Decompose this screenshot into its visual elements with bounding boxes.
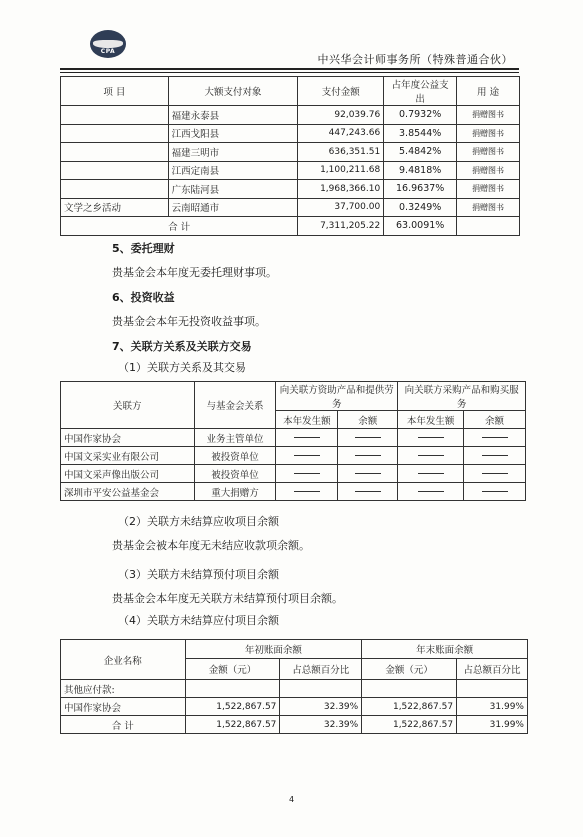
use-cell: 捐赠图书 [457, 161, 520, 180]
total-amount: 7,311,205.22 [298, 217, 384, 236]
total-open-pct: 32.39% [280, 716, 362, 734]
payables-table [60, 639, 528, 734]
dash-cell [464, 429, 526, 447]
table-row [61, 143, 520, 162]
dash-cell [464, 483, 526, 501]
category-row [61, 680, 528, 698]
recipient-cell: 江西戈阳县 [168, 124, 298, 143]
party-cell: 深圳市平安公益基金会 [61, 483, 195, 501]
section-7-heading: 7、关联方关系及关联方交易 [112, 340, 252, 353]
dash-cell [398, 447, 464, 465]
recipient-cell: 江西定南县 [168, 161, 298, 180]
table-header-row [61, 640, 528, 659]
table-row [61, 106, 520, 125]
party-cell: 中国作家协会 [61, 429, 195, 447]
company-cell: 中国作家协会 [61, 698, 186, 716]
project-cell [61, 106, 169, 125]
header-rule-thin [60, 72, 519, 73]
section-7-sub1: （1）关联方关系及其交易 [118, 361, 246, 374]
pct-cell: 16.9637% [384, 180, 457, 199]
project-cell: 文学之乡活动 [61, 198, 169, 217]
dash-cell [338, 465, 398, 483]
col-header-current-1: 本年发生额 [276, 411, 338, 429]
page-number: 4 [288, 795, 295, 804]
sub2-text: 贵基金会被本年度无未结应收款项余额。 [112, 539, 310, 552]
related-party-table [60, 381, 526, 501]
recipient-cell: 福建永泰县 [168, 106, 298, 125]
section-6-heading: 6、投资收益 [112, 291, 175, 304]
col-header-open-pct: 占总额百分比 [280, 659, 362, 680]
dash-cell [464, 465, 526, 483]
sub2-heading: （2）关联方未结算应收项目余额 [118, 515, 279, 528]
use-cell: 捐赠图书 [457, 198, 520, 217]
col-header-group1: 向关联方资助产品和提供劳务 [276, 382, 398, 411]
dash-cell [338, 483, 398, 501]
relation-cell: 被投资单位 [194, 465, 276, 483]
dash-cell [338, 429, 398, 447]
pct-cell: 5.4842% [384, 143, 457, 162]
col-header-opening: 年初账面余额 [185, 640, 362, 659]
dash-cell [276, 429, 338, 447]
logo-text: CPA [100, 48, 116, 55]
dash-cell [276, 465, 338, 483]
use-cell: 捐赠图书 [457, 180, 520, 199]
col-header-project: 项 目 [61, 77, 169, 106]
dash-cell [398, 483, 464, 501]
col-header-current-2: 本年发生额 [398, 411, 464, 429]
relation-cell: 被投资单位 [194, 447, 276, 465]
col-header-open-amount: 金额（元） [185, 659, 280, 680]
total-label: 合 计 [61, 716, 186, 734]
dash-cell [398, 465, 464, 483]
total-pct: 63.0091% [384, 217, 457, 236]
col-header-pct: 占年度公益支出 [384, 77, 457, 106]
dash-cell [464, 447, 526, 465]
party-cell: 中国文采声像出版公司 [61, 465, 195, 483]
project-cell [61, 161, 169, 180]
firm-logo [90, 30, 126, 58]
sub4-heading: （4）关联方未结算应付项目余额 [118, 614, 279, 627]
pct-cell: 3.8544% [384, 124, 457, 143]
sub3-text: 贵基金会本年度无关联方未结算预付项目余额。 [112, 592, 343, 605]
col-header-amount: 支付金额 [298, 77, 384, 106]
table-row [61, 180, 520, 199]
close-pct-cell: 31.99% [457, 698, 528, 716]
dash-cell [338, 447, 398, 465]
col-header-balance-1: 余额 [338, 411, 398, 429]
firm-name: 中兴华会计师事务所（特殊普通合伙） [317, 53, 513, 66]
section-6-text: 贵基金会本年无投资收益事项。 [112, 315, 266, 328]
table-header-row [61, 382, 526, 411]
col-header-close-amount: 金额（元） [362, 659, 457, 680]
dash-cell [276, 483, 338, 501]
table-header-row [61, 77, 520, 106]
total-close-amount: 1,522,867.57 [362, 716, 457, 734]
col-header-recipient: 大额支付对象 [168, 77, 298, 106]
total-label: 合 计 [61, 217, 298, 236]
dash-cell [398, 429, 464, 447]
logo-wing-icon [93, 40, 123, 48]
table-row [61, 124, 520, 143]
open-amount-cell: 1,522,867.57 [185, 698, 280, 716]
col-header-group2: 向关联方采购产品和购买服务 [398, 382, 526, 411]
pct-cell: 0.7932% [384, 106, 457, 125]
col-header-use: 用 途 [457, 77, 520, 106]
pct-cell: 9.4818% [384, 161, 457, 180]
use-cell: 捐赠图书 [457, 143, 520, 162]
recipient-cell: 云南昭通市 [168, 198, 298, 217]
large-payments-table [60, 76, 520, 236]
use-cell: 捐赠图书 [457, 124, 520, 143]
relation-cell: 重大捐赠方 [194, 483, 276, 501]
col-header-closing: 年末账面余额 [362, 640, 528, 659]
col-header-party: 关联方 [61, 382, 195, 429]
total-close-pct: 31.99% [457, 716, 528, 734]
relation-cell: 业务主管单位 [194, 429, 276, 447]
project-cell [61, 180, 169, 199]
table-row [61, 198, 520, 217]
use-cell: 捐赠图书 [457, 106, 520, 125]
total-use-cell [457, 217, 520, 236]
header-rule [60, 68, 519, 70]
amount-cell: 447,243.66 [298, 124, 384, 143]
close-amount-cell: 1,522,867.57 [362, 698, 457, 716]
section-5-text: 贵基金会本年度无委托理财事项。 [112, 266, 277, 279]
total-row [61, 716, 528, 734]
table-row [61, 429, 526, 447]
col-header-relation: 与基金会关系 [194, 382, 276, 429]
table-row [61, 698, 528, 716]
sub3-heading: （3）关联方未结算预付项目余额 [118, 568, 279, 581]
total-open-amount: 1,522,867.57 [185, 716, 280, 734]
party-cell: 中国文采实业有限公司 [61, 447, 195, 465]
pct-cell: 0.3249% [384, 198, 457, 217]
amount-cell: 92,039.76 [298, 106, 384, 125]
table-row [61, 465, 526, 483]
table-row [61, 483, 526, 501]
recipient-cell: 广东陆河县 [168, 180, 298, 199]
section-5-heading: 5、委托理财 [112, 242, 175, 255]
table-row [61, 161, 520, 180]
col-header-close-pct: 占总额百分比 [457, 659, 528, 680]
total-row [61, 217, 520, 236]
amount-cell: 636,351.51 [298, 143, 384, 162]
dash-cell [276, 447, 338, 465]
amount-cell: 1,100,211.68 [298, 161, 384, 180]
recipient-cell: 福建三明市 [168, 143, 298, 162]
table-row [61, 447, 526, 465]
project-cell [61, 124, 169, 143]
category-cell: 其他应付款: [61, 680, 186, 698]
open-pct-cell: 32.39% [280, 698, 362, 716]
col-header-company: 企业名称 [61, 640, 186, 680]
amount-cell: 1,968,366.10 [298, 180, 384, 199]
project-cell [61, 143, 169, 162]
amount-cell: 37,700.00 [298, 198, 384, 217]
col-header-balance-2: 余额 [464, 411, 526, 429]
